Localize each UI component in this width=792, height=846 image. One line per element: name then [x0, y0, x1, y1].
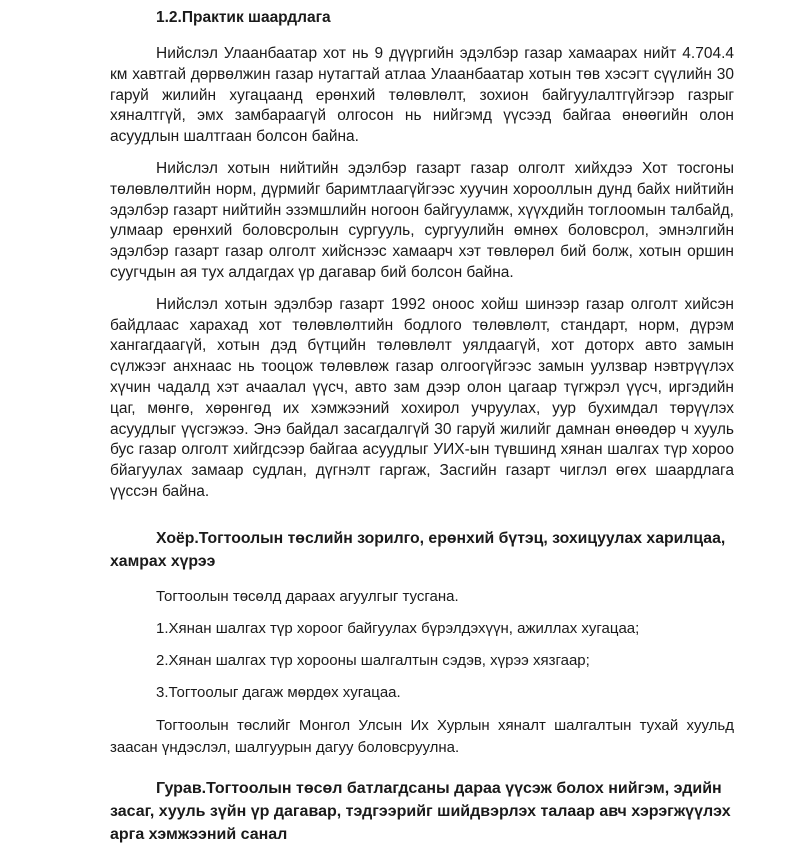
- document-page: [110, 0, 734, 846]
- section-2-heading: Хоёр.Тогтоолын төслийн зорилго, ерөнхий бүтэц, зохицуулах харилцаа, хамрах хүрээ: [110, 529, 726, 570]
- section-2-list-item-1: 1.Хянан шалгах түр хороог байгуулах бүрэлдэхүүн, ажиллах хугацаа;: [156, 619, 640, 637]
- section-2-intro: Тогтоолын төсөлд дараах агуулгыг тусгана.: [156, 587, 459, 605]
- section-2-list-item-3: 3.Тогтоолыг дагаж мөрдөх хугацаа.: [156, 683, 401, 701]
- section-1-2-paragraph-3: Нийслэл хотын эдэлбэр газарт 1992 оноос хойш шинээр газар олголт хийсэн байдлаас харахад хот төлөвлөлтийн бодлого төлөвлөлт, стандарт, норм, дүрэм хангагдаагүй, хотын дэд бүтцийн төлөвлөлт уялдаагүй, хот доторх авто замын сүлжээг анхнаас нь тооцож төлөвлөж газар олгоогүйгээс замын уулзвар нэвтрүүлэх хүчин чадалд хэт ачаалал үүсч, авто зам дээр олон цагаар түгжрэл үүсч, иргэдийн цаг, мөнгө, хөрөнгөд их хэмжээний хохирол учруулах, уур бухимдал төрүүлэх асуудлыг үүсгэжээ. Энэ байдал засагдалгүй 30 гаруй жилийг дамнан өнөөдөр ч хууль бус газар олголт хийгдсээр байгаа асуудлыг УИХ-ын түвшинд хянан шалгах түр хороо бйагуулах замаар судлан, дүгнэлт гаргаж, Засгийн газарт чиглэл өгөх шаардлага үүссэн байна.: [110, 295, 734, 500]
- section-1-2-heading: 1.2.Практик шаардлага: [156, 9, 331, 26]
- section-1-2-paragraph-2: Нийслэл хотын нийтийн эдэлбэр газарт газар олголт хийхдээ Хот тосгоны төлөвлөлтийн норм, дүрмийг баримтлаагүйгээс хуучин хорооллын дунд байх нийтийн эдэлбэр газарт нийтийн эзэмшлийн ногоон байгууламж, хүүхдийн тоглоомын талбайд, улмаар ерөнхий боловсролын сургууль, сургуулийн өмнөх боловсрол, эмнэлгийн эдэлбэр газарт газар олголт хийснээс хамаарч хэт төвлөрөл бий болж, хотын оршин суугчдын ая тух алдагдах үр дагавар бий болсон байна.: [110, 159, 734, 281]
- section-3-heading: Гурав.Тогтоолын төсөл батлагдсаны дараа үүсэж болох нийгэм, эдийн засаг, хууль зүйн үр дагавар, тэдгээрийг шийдвэрлэх талаар авч хэрэгжүүлэх арга хэмжээний санал: [110, 779, 731, 843]
- section-2-closing-paragraph: Тогтоолын төслийг Монгол Улсын Их Хурлын хяналт шалгалтын тухай хуульд заасан үндэслэл, шалгуурын дагуу боловсруулна.: [110, 716, 734, 756]
- section-2-list-item-2: 2.Хянан шалгах түр хорооны шалгалтын сэдэв, хүрээ хязгаар;: [156, 651, 590, 669]
- section-1-2-paragraph-1: Нийслэл Улаанбаатар хот нь 9 дүүргийн эдэлбэр газар хамаарах нийт 4.704.4 км хавтгай дөрвөлжин газар нутагтай атлаа Улаанбаатар хотын төв хэсэгт сүүлийн 30 гаруй жилийн хугацаанд ерөнхий төлөвлөлт, зохион байгуулалтгүйгээр газрыг хяналтгүй, эмх замбараагүй олгосон нь нийгэмд үүсээд байгаа өнөөгийн олон асуудлын шалтгаан болсон байна.: [110, 45, 734, 146]
